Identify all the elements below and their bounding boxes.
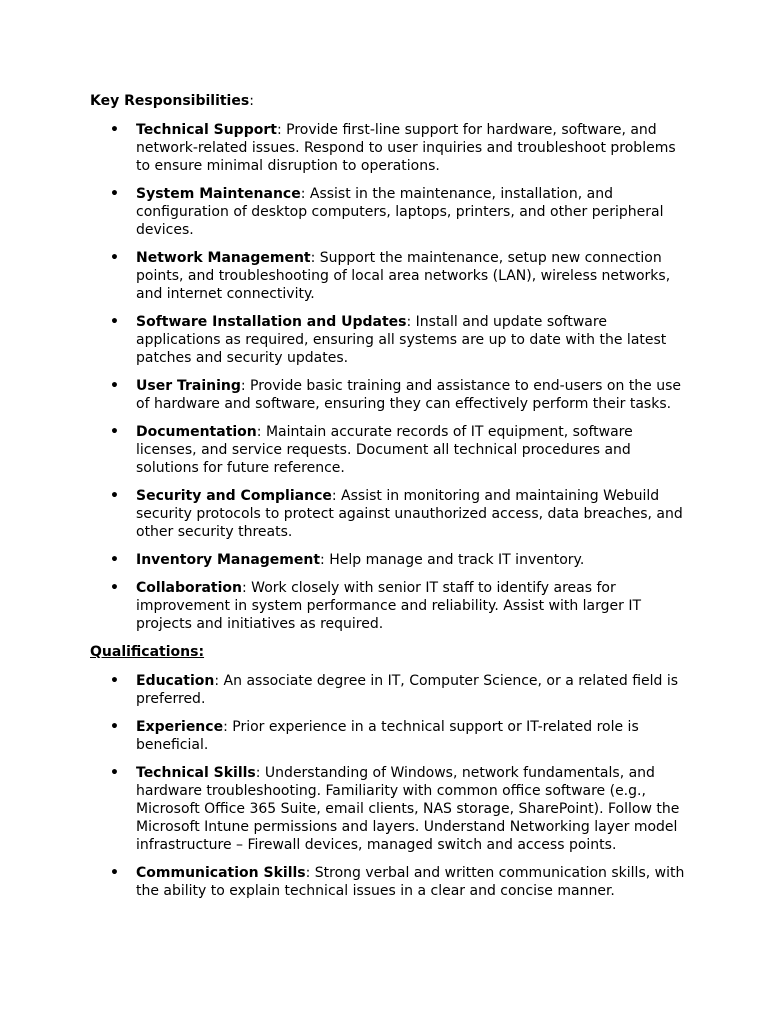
qualifications-heading — [90, 643, 690, 661]
item-text: : Provide basic training and assistance to end-users on the use of hardware and software, ensuring they can effectively perform their tasks. — [136, 378, 682, 412]
item-term: Software Installation and Updates — [136, 314, 407, 330]
item-text: : Support the maintenance, setup new connection points, and troubleshooting of local area networks (LAN), wireless networks, and internet connectivity. — [136, 250, 671, 302]
bullet-icon: • — [110, 250, 119, 266]
item-term: Experience — [136, 719, 224, 735]
item-text: : Maintain accurate records of IT equipment, software licenses, and service requests. Document all technical procedures and solutions for future reference. — [136, 424, 633, 476]
item-term: Network Management — [136, 250, 311, 266]
qualifications-list — [90, 672, 690, 900]
item-text: : An associate degree in IT, Computer Science, or a related field is preferred. — [136, 673, 679, 707]
list-item — [90, 487, 690, 541]
list-item — [90, 185, 690, 239]
list-item — [90, 249, 690, 303]
item-term: User Training — [136, 378, 241, 394]
bullet-icon: • — [110, 488, 119, 504]
bullet-icon: • — [110, 186, 119, 202]
item-text: : Assist in the maintenance, installation, and configuration of desktop computers, laptops, printers, and other peripheral devices. — [136, 186, 664, 238]
list-item — [90, 551, 690, 569]
item-text: : Work closely with senior IT staff to identify areas for improvement in system performance and reliability. Assist with larger IT projects and initiatives as required. — [136, 580, 642, 632]
list-item — [90, 579, 690, 633]
bullet-icon: • — [110, 765, 119, 781]
item-text: : Help manage and track IT inventory. — [320, 552, 585, 568]
responsibilities-list — [90, 121, 690, 633]
responsibilities-heading-text: Key Responsibilities — [90, 93, 250, 109]
item-term: Inventory Management — [136, 552, 321, 568]
bullet-icon: • — [110, 865, 119, 881]
list-item — [90, 121, 690, 175]
bullet-icon: • — [110, 580, 119, 596]
qualifications-heading-text: Qualifications: — [90, 644, 205, 660]
item-term: Education — [136, 673, 215, 689]
item-term: Communication Skills — [136, 865, 306, 881]
list-item — [90, 672, 690, 708]
bullet-icon: • — [110, 314, 119, 330]
item-text: : Provide first-line support for hardware, software, and network-related issues. Respond to user inquiries and troubleshoot problems to ensure minimal disruption to operations. — [136, 122, 676, 174]
bullet-icon: • — [110, 378, 119, 394]
item-text: : Strong verbal and written communication skills, with the ability to explain technical issues in a clear and concise manner. — [136, 865, 685, 899]
item-term: Technical Skills — [136, 765, 256, 781]
item-text: : Understanding of Windows, network fundamentals, and hardware troubleshooting. Familiarity with common office software (e.g., Microsoft Office 365 Suite, email clients, NAS storage, SharePoint). Follow the Microsoft Intune permissions and layers. Understand Networking layer model infrastructure – Firewall devices, managed switch and access points. — [136, 765, 680, 853]
bullet-icon: • — [110, 719, 119, 735]
list-item — [90, 423, 690, 477]
list-item — [90, 764, 690, 854]
item-term: Security and Compliance — [136, 488, 332, 504]
list-item — [90, 313, 690, 367]
bullet-icon: • — [110, 424, 119, 440]
bullet-icon: • — [110, 673, 119, 689]
document-content — [90, 92, 690, 910]
item-text: : Assist in monitoring and maintaining Webuild security protocols to protect against unauthorized access, data breaches, and other security threats. — [136, 488, 683, 540]
item-text: : Install and update software applications as required, ensuring all systems are up to date with the latest patches and security updates. — [136, 314, 667, 366]
list-item — [90, 377, 690, 413]
item-term: Collaboration — [136, 580, 243, 596]
list-item — [90, 864, 690, 900]
bullet-icon: • — [110, 122, 119, 138]
responsibilities-heading — [90, 92, 690, 110]
list-item — [90, 718, 690, 754]
item-term: Technical Support — [136, 122, 277, 138]
item-term: Documentation — [136, 424, 257, 440]
item-term: System Maintenance — [136, 186, 301, 202]
item-text: : Prior experience in a technical support or IT-related role is beneficial. — [136, 719, 639, 753]
bullet-icon: • — [110, 552, 119, 568]
responsibilities-heading-colon: : — [249, 93, 254, 109]
